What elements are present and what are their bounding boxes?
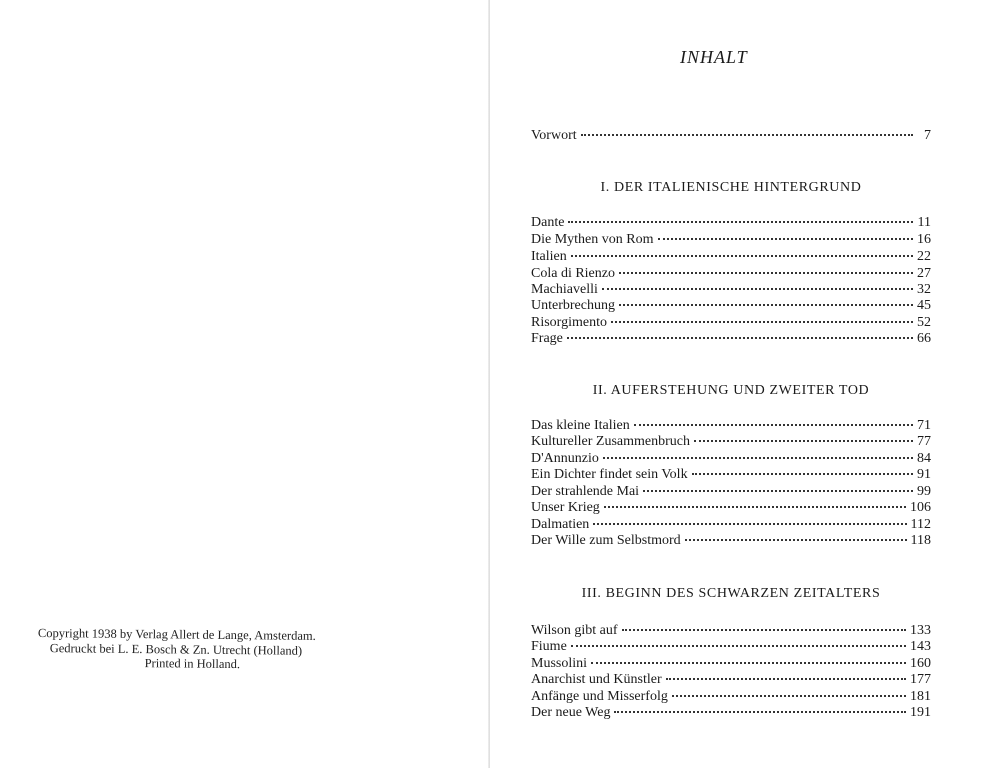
toc-entry <box>531 499 931 516</box>
toc-entry-title: Unser Krieg <box>531 500 600 515</box>
toc-entry <box>531 330 931 347</box>
toc-entry-title: Italien <box>531 249 567 264</box>
toc-entry <box>531 688 931 705</box>
toc-entry-page: 32 <box>917 282 931 297</box>
toc-entry-title: Frage <box>531 331 563 346</box>
dot-leader <box>602 288 913 290</box>
toc-entry-title: Cola di Rienzo <box>531 266 615 281</box>
toc-entry <box>531 516 931 533</box>
toc-entry <box>531 655 931 672</box>
toc-entry-title: Der neue Weg <box>531 705 611 720</box>
toc-entry-title: Wilson gibt auf <box>531 623 618 638</box>
toc-entry-title: Die Mythen von Rom <box>531 232 654 247</box>
toc-entry <box>531 433 931 450</box>
toc-entry-page: 160 <box>910 656 931 671</box>
toc-entry-title: Risorgimento <box>531 315 607 330</box>
toc-entry-page: 181 <box>910 689 931 704</box>
toc-entry-page: 112 <box>910 517 931 532</box>
toc-entry-preface <box>531 127 931 144</box>
imprint-printer: Gedruckt bei L. E. Bosch & Zn. Utrecht (Holland) <box>49 640 303 658</box>
toc-entry <box>531 622 931 639</box>
toc-entry <box>531 417 931 434</box>
toc-entry-page: 106 <box>910 500 931 515</box>
dot-leader <box>685 539 907 541</box>
dot-leader <box>591 662 906 664</box>
dot-leader <box>672 695 906 697</box>
dot-leader <box>603 457 913 459</box>
toc-entry <box>531 281 931 298</box>
toc-entry <box>531 638 931 655</box>
toc-entry <box>531 231 931 248</box>
toc-entry-title: Der strahlende Mai <box>531 484 640 499</box>
toc-entry-title: Anarchist und Künstler <box>531 672 662 687</box>
toc-entry-title: Das kleine Italien <box>531 418 630 433</box>
toc-entry-page: 7 <box>924 128 931 143</box>
imprint-printed-in: Printed in Holland. <box>144 656 241 672</box>
toc-entry <box>531 214 931 231</box>
toc-entry-page: 52 <box>917 315 931 330</box>
toc-entry-title: Machiavelli <box>531 282 598 297</box>
toc-entry-page: 99 <box>917 484 931 499</box>
toc-entry <box>531 704 931 721</box>
dot-leader <box>694 440 913 442</box>
dot-leader <box>604 506 906 508</box>
toc-entry-page: 77 <box>917 434 931 449</box>
toc-entry <box>531 671 931 688</box>
toc-entry <box>531 297 931 314</box>
toc-entry-page: 143 <box>910 639 931 654</box>
dot-leader <box>614 711 906 713</box>
toc-entry-title: Dalmatien <box>531 517 590 532</box>
toc-entry-title: Vorwort <box>531 128 577 143</box>
toc-entry <box>531 248 931 265</box>
toc-entry-page: 11 <box>917 215 931 230</box>
dot-leader <box>619 272 913 274</box>
dot-leader <box>643 490 913 492</box>
toc-entry <box>531 532 931 549</box>
toc-entry-title: Unterbrechung <box>531 298 615 313</box>
toc-entry-page: 191 <box>910 705 931 720</box>
toc-entry-title: Der Wille zum Selbstmord <box>531 533 681 548</box>
section-title: I. DER ITALIENISCHE HINTERGRUND <box>600 180 862 195</box>
toc-entry <box>531 265 931 282</box>
toc-heading: INHALT <box>680 47 748 67</box>
dot-leader <box>593 523 906 525</box>
toc-entry-page: 71 <box>917 418 931 433</box>
dot-leader <box>581 134 913 136</box>
toc-entry-page: 133 <box>910 623 931 638</box>
toc-entry-title: D'Annunzio <box>531 451 599 466</box>
dot-leader <box>634 424 913 426</box>
toc-entry <box>531 314 931 331</box>
toc-entry-title: Fiume <box>531 639 567 654</box>
section-title: III. BEGINN DES SCHWARZEN ZEITALTERS <box>581 586 881 601</box>
imprint <box>38 626 378 673</box>
imprint-copyright: Copyright 1938 by Verlag Allert de Lange, Amsterdam. <box>37 626 316 643</box>
toc-entry-page: 177 <box>910 672 931 687</box>
dot-leader <box>622 629 906 631</box>
toc-entry-title: Mussolini <box>531 656 588 671</box>
dot-leader <box>619 304 913 306</box>
toc-entry-page: 84 <box>917 451 931 466</box>
toc-entry-page: 27 <box>917 266 931 281</box>
dot-leader <box>567 337 913 339</box>
toc-entry <box>531 450 931 467</box>
dot-leader <box>568 221 913 223</box>
toc-entry-title: Dante <box>531 215 565 230</box>
toc-entry-title: Anfänge und Misserfolg <box>531 689 668 704</box>
section-title: II. AUFERSTEHUNG UND ZWEITER TOD <box>592 383 870 398</box>
toc-entry <box>531 466 931 483</box>
left-page <box>0 0 490 768</box>
dot-leader <box>611 321 913 323</box>
toc-entry-page: 118 <box>910 533 931 548</box>
toc-entry-page: 91 <box>917 467 931 482</box>
toc-entry-page: 45 <box>917 298 931 313</box>
toc-entry-title: Kultureller Zusammenbruch <box>531 434 691 449</box>
dot-leader <box>571 255 913 257</box>
dot-leader <box>666 678 906 680</box>
toc-entry-page: 22 <box>917 249 931 264</box>
dot-leader <box>692 473 913 475</box>
toc-entry-title: Ein Dichter findet sein Volk <box>531 467 688 482</box>
toc-entry <box>531 483 931 500</box>
dot-leader <box>658 238 914 240</box>
dot-leader <box>571 645 906 647</box>
toc-entry-page: 16 <box>917 232 931 247</box>
toc-entry-page: 66 <box>917 331 931 346</box>
